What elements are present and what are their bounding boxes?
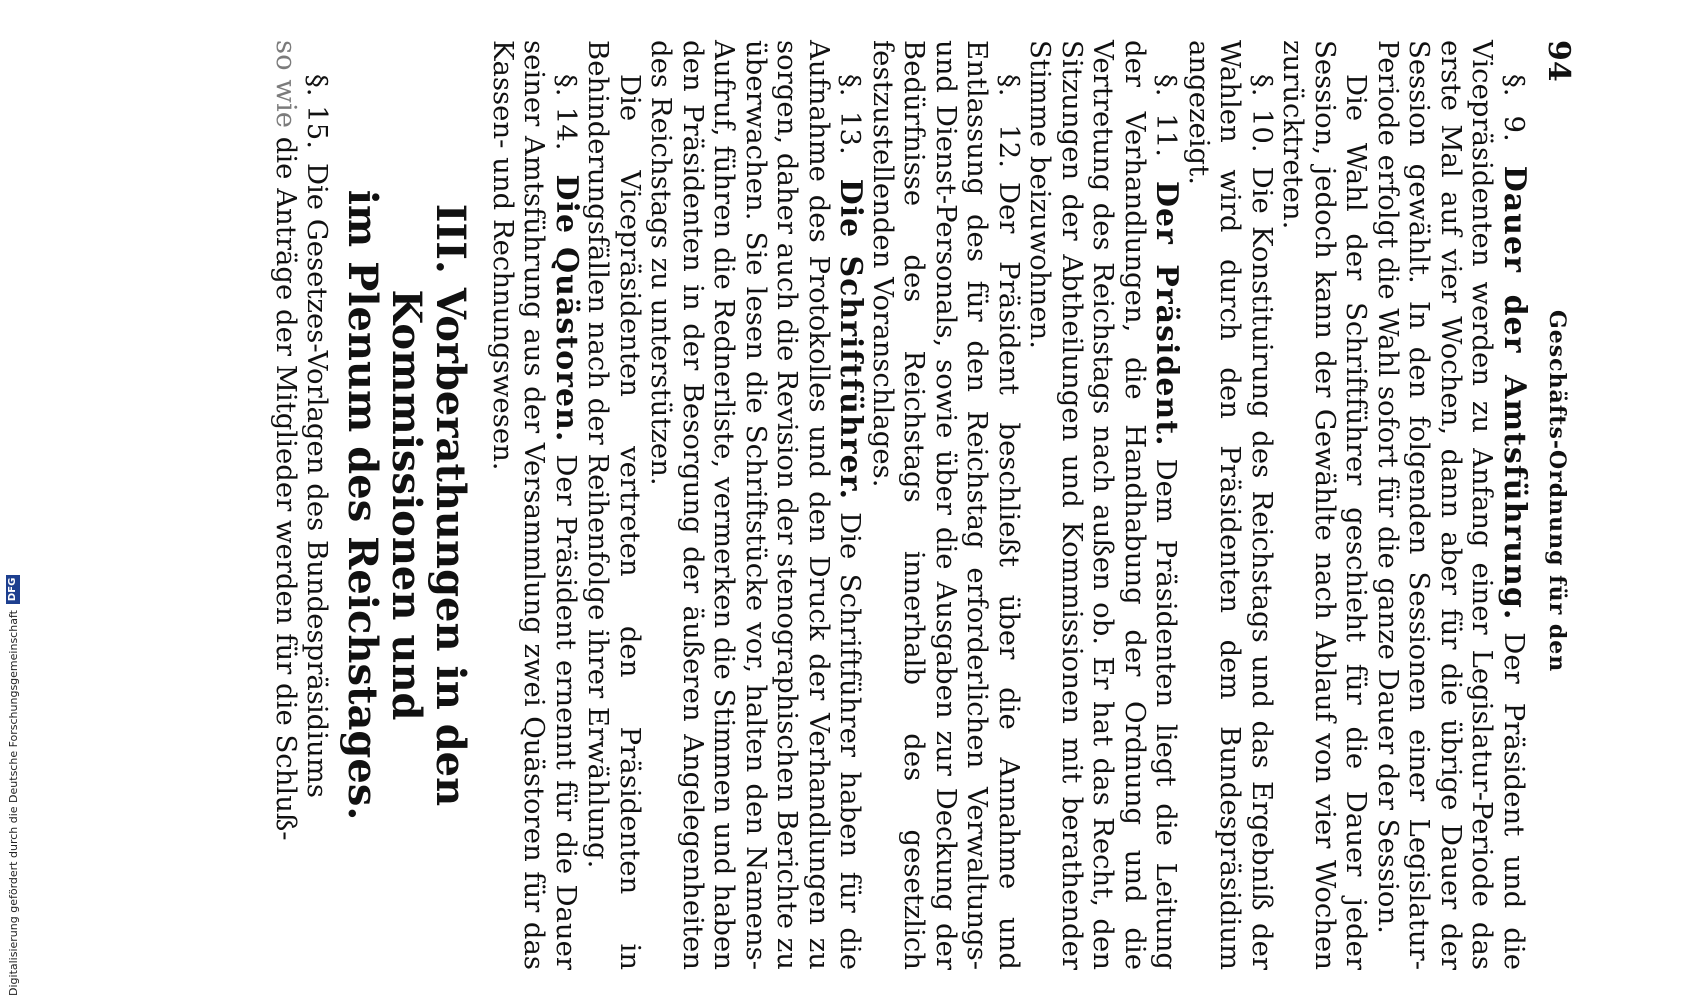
- section-text: Der Präsident ernennt für die Dauer seiner Amtsführung aus der Versammlung zwei Quästoren für das Kassen- und Rechnungswesen.: [487, 40, 582, 971]
- scanned-page: [270, 40, 1580, 971]
- section-number: §. 14.: [550, 74, 582, 151]
- section-number: §. 13.: [834, 74, 867, 155]
- section-title: Die Schriftführer.: [833, 178, 869, 501]
- running-head: Geschäfts-Ordnung für den: [1544, 310, 1570, 673]
- section-number: §. 9.: [1498, 74, 1530, 142]
- section-9: [1372, 40, 1531, 970]
- section-11: [1024, 40, 1183, 970]
- section-text: Der Präsident beschließt über die Annahme und Entlassung des für den Reichstag erforderlichen Verwaltungs- und Dienst-Personals, sowie über die Ausgaben zur Deckung der Bedürfnisse des Reichstags innerhalb des gesetzlich festzustellenden Voranschlages.: [867, 40, 1025, 971]
- section-13: [645, 40, 867, 970]
- section-13-paragraph-2: [582, 40, 645, 970]
- section-title: Der Präsident.: [1149, 180, 1185, 447]
- section-9-paragraph-2: [1277, 40, 1372, 970]
- chapter-title-line-1: Vorberathungen in den Kommissionen und: [383, 287, 475, 807]
- chapter-title-line-2: im Plenum des Reichstages.: [339, 189, 387, 821]
- section-text-prefix: so wie: [270, 40, 302, 129]
- section-text: Die Gesetzes-Vorlagen des Bundespräsidiums: [301, 162, 334, 798]
- section-title: Die Quästoren.: [549, 174, 584, 443]
- section-title: Dauer der Amtsführung.: [1497, 165, 1532, 621]
- section-12: [867, 40, 1025, 970]
- section-text: Der Präsident und die Vicepräsidenten werden zu Anfang einer Legislatur-Periode das erste Mal auf vier Wochen, dann aber für die übrige Dauer der Session gewählt. In den folgenden Sessionen einer Legislatur-Periode erfolgt die Wahl sofort für die ganze Dauer der Session.: [1372, 40, 1530, 970]
- dfg-logo: DFG: [6, 575, 20, 604]
- section-number: §. 10.: [1246, 74, 1278, 153]
- section-10: [1183, 40, 1278, 970]
- page-header: [1530, 40, 1580, 970]
- section-text: Die Wahl der Schriftführer geschieht für die Dauer jeder Session, jedoch kann der Gewählte nach Ablauf von vier Wochen zurücktreten.: [1277, 40, 1373, 970]
- section-text: Dem Präsidenten liegt die Leitung der Verhandlungen, die Handhabung der Ordnung und die Vertretung des Reichstags nach außen ob. Er hat das Recht, den Sitzungen der Abtheilungen und Kommissionen mit berathender Stimme beizuwohnen.: [1024, 40, 1183, 971]
- chapter-number: III.: [427, 203, 475, 274]
- section-number: §. 15.: [301, 74, 334, 149]
- section-number: §. 12.: [993, 74, 1025, 168]
- section-text: Die Schriftführer haben für die Aufnahme des Protokolles und den Druck der Verhandlungen zu sorgen, daher auch die Revision der stenographischen Berichte zu überwachen. Sie lesen die Schriftstücke vor, halten den Namens-Aufruf, führen die Rednerliste, vermerken die Stimmen und haben den Präsidenten in der Besorgung der äußeren Angelegenheiten des Reichstags zu unterstützen.: [645, 40, 867, 971]
- chapter-heading: [341, 40, 473, 970]
- section-text: die Anträge der Mitglieder werden für die Schluß-: [270, 136, 302, 841]
- body-text: [270, 40, 1531, 970]
- section-number: §. 11.: [1150, 74, 1183, 157]
- page-number: 94: [1541, 40, 1576, 82]
- section-15-line-2: [270, 40, 302, 970]
- section-text: Die Konstituirung des Reichstags und das Ergebniß der Wahlen wird durch den Präsidenten dem Bundespräsidium angezeigt.: [1183, 40, 1278, 971]
- section-15: [301, 40, 333, 970]
- section-14: [487, 40, 583, 970]
- section-text: Die Vicepräsidenten vertreten den Präsidenten in Behinderungsfällen nach der Reihenfolge ihrer Erwählung.: [582, 40, 646, 970]
- credit-text: Digitalisierung gefördert durch die Deutsche Forschungsgemeinschaft: [6, 610, 20, 996]
- digitization-credit: [3, 16, 23, 996]
